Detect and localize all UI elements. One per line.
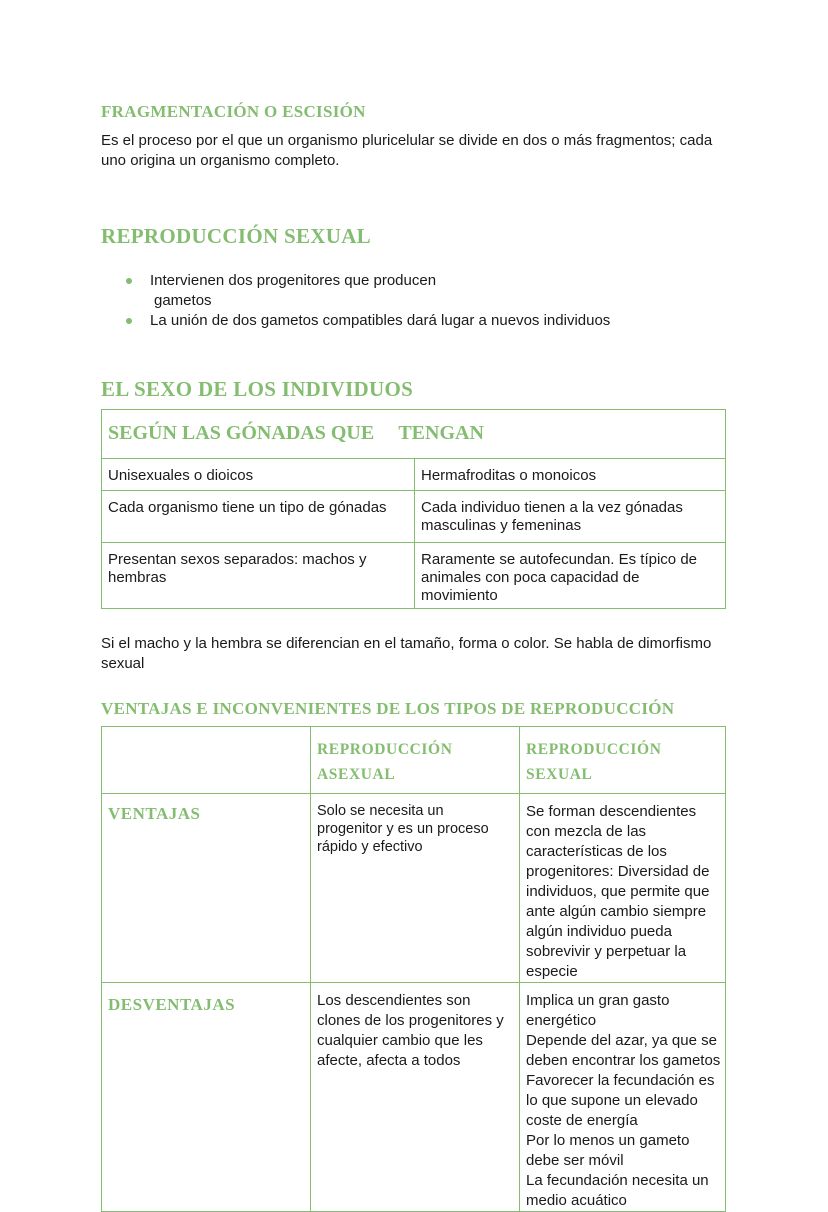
reproduccion-sexual-list: [101, 271, 721, 331]
row-label-desventajas: DESVENTAJAS: [108, 995, 236, 1014]
bullet-icon: [126, 278, 132, 284]
ventajas-heading: VENTAJAS E INCONVENIENTES DE LOS TIPOS DE REPRODUCCIÓN: [101, 699, 675, 718]
reproduccion-sexual-heading: REPRODUCCIÓN SEXUAL: [101, 224, 371, 248]
empty-cell: [102, 727, 311, 794]
bullet-icon: [126, 318, 132, 324]
list-item: Intervienen dos progenitores que producen gametos: [101, 271, 721, 311]
table-row: VENTAJAS Solo se necesita un progenitor y es un proceso rápido y efectivo Se forman descendientes con mezcla de las características de los progenitores: Diversidad de individuos, que permite que ante algún cambio siempre algún individuo pueda sobrevivir y perpetuar la especie: [102, 794, 726, 983]
list-item: La unión de dos gametos compatibles dará lugar a nuevos individuos: [101, 311, 721, 331]
table-row: Unisexuales o dioicos Hermafroditas o monoicos: [102, 459, 726, 491]
dimorfismo-note: Si el macho y la hembra se diferencian en el tamaño, forma o color. Se habla de dimorfismo sexual: [101, 635, 712, 672]
fragmentacion-text: Es el proceso por el que un organismo pluricelular se divide en dos o más fragmentos; cada uno origina un organismo completo.: [101, 132, 713, 169]
ventajas-table: [101, 726, 726, 1212]
gonadas-table: [101, 409, 726, 609]
fragmentacion-heading: FRAGMENTACIÓN O ESCISIÓN: [101, 102, 366, 121]
table-row: REPRODUCCIÓN ASEXUAL REPRODUCCIÓN SEXUAL: [102, 727, 726, 794]
row-label-ventajas: VENTAJAS: [108, 804, 201, 823]
table-row: Presentan sexos separados: machos y hembras Raramente se autofecundan. Es típico de animales con poca capacidad de movimiento: [102, 543, 726, 609]
gonadas-table-header: SEGÚN LAS GÓNADAS QUE TENGAN: [102, 410, 726, 459]
table-row: Cada organismo tiene un tipo de gónadas Cada individuo tienen a la vez gónadas masculinas y femeninas: [102, 491, 726, 543]
sexo-individuos-heading: EL SEXO DE LOS INDIVIDUOS: [101, 377, 414, 401]
table-row: DESVENTAJAS Los descendientes son clones de los progenitores y cualquier cambio que les afecte, afecta a todos Implica un gran gasto energético Depende del azar, ya que se deben encontrar los gametos Favorecer la fecundación es lo que supone un elevado coste de energía Por lo menos un gameto debe ser móvil La fecundación necesita un medio acuático: [102, 983, 726, 1212]
